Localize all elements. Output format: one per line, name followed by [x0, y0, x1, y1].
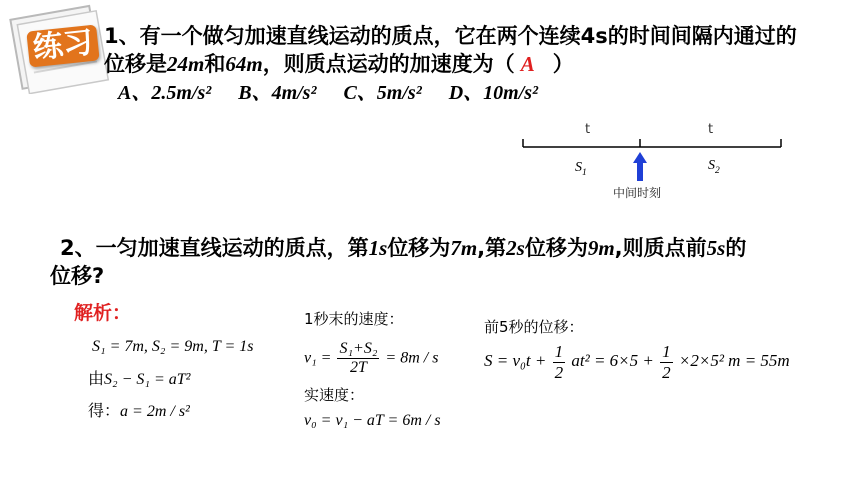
q1-value-2: 64m: [225, 52, 263, 76]
displacement-5s-title: 前5秒的位移：: [484, 318, 584, 336]
formula-delta-s: [88, 366, 190, 389]
v1-numerator: S₁+S₂: [337, 340, 379, 359]
half2-denominator: 2: [662, 362, 671, 382]
q2-value: 1s: [368, 236, 388, 260]
s1-letter: S: [575, 160, 582, 175]
initial-velocity-equation: v₀ = v₁ − aT = 6m / s: [304, 412, 441, 429]
q2-text: ,则质点前: [614, 236, 707, 260]
displacement-5s-equation: [484, 342, 790, 382]
acceleration-result: [88, 398, 190, 421]
option-d: D、10m/s²: [448, 82, 539, 104]
s-end: ×2×5² m = 55m: [678, 350, 790, 370]
half-numerator: 1: [554, 342, 564, 361]
q1-text: 位移是: [104, 52, 167, 76]
q2-text: 的: [725, 236, 747, 260]
question-1-line-1: 1、有一个做匀加速直线运动的质点，它在两个连续4s的时间间隔内通过的: [104, 24, 797, 48]
solution-title: 解析：: [74, 302, 132, 324]
v1-fraction: [337, 340, 379, 378]
option-c: C、5m/s²: [343, 82, 422, 104]
initial-velocity-title: 实速度：: [304, 386, 365, 404]
half-denominator: 2: [554, 362, 564, 382]
half-fraction-2: [660, 342, 673, 382]
q2-value: 7m: [450, 236, 478, 260]
q2-value: 2s: [506, 236, 525, 260]
option-b: B、4m/s²: [238, 82, 317, 104]
velocity-1s-equation: [304, 340, 438, 378]
v1-rhs: = 8m / s: [385, 349, 439, 367]
q2-text: 位移为: [524, 236, 588, 260]
practice-badge: 练习: [26, 24, 99, 67]
diagram-label-t2: t: [708, 122, 714, 137]
diagram-label-s2: [708, 158, 720, 176]
q1-text: ，则质点运动的加速度为（: [262, 52, 515, 76]
velocity-1s-title: 1秒末的速度：: [304, 310, 404, 328]
get-prefix: 得：: [88, 401, 121, 420]
diagram-label-t1: t: [585, 122, 591, 137]
q2-value: 9m: [587, 236, 615, 260]
option-a: A、2.5m/s²: [118, 82, 212, 104]
q1-close: ）: [552, 52, 574, 76]
from-prefix: 由: [88, 369, 105, 388]
v1-denominator: 2T: [349, 359, 367, 377]
s1-subscript: 1: [582, 167, 587, 178]
s2-letter: S: [708, 158, 715, 173]
q1-answer: A: [520, 52, 535, 76]
question-2-line-1: [60, 232, 746, 262]
diagram-label-middle-moment: 中间时刻: [613, 186, 662, 200]
s-lhs: S = v₀t +: [484, 350, 547, 370]
q1-value-1: 24m: [167, 52, 205, 76]
s2-subscript: 2: [715, 165, 720, 176]
question-2-line-2: 位移?: [50, 264, 105, 288]
q2-value: 5s: [706, 236, 726, 260]
s-middle: at² = 6×5 +: [571, 350, 654, 370]
q2-text: 位移为: [387, 236, 451, 260]
half-fraction: [553, 342, 566, 382]
q2-text: 2、一匀加速直线运动的质点，第: [60, 236, 369, 260]
delta-s-equation: S₂ − S₁ = aT²: [104, 371, 191, 388]
q1-text: 和: [204, 52, 226, 76]
acceleration-equation: a = 2m / s²: [120, 403, 190, 420]
v1-lhs: v₁ =: [304, 349, 332, 367]
q2-text: ,第: [477, 236, 507, 260]
half2-numerator: 1: [662, 342, 671, 361]
up-arrow-icon: [633, 152, 647, 181]
diagram-label-s1: [575, 160, 587, 178]
known-values: S₁ = 7m, S₂ = 9m, T = 1s: [92, 338, 254, 355]
